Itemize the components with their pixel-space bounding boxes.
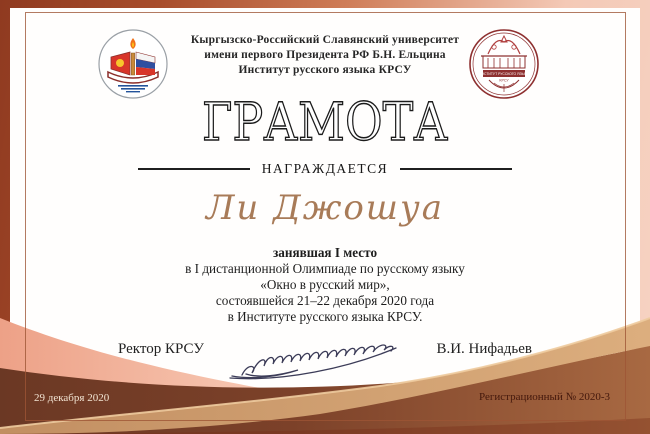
- olympiad-line: в I дистанционной Олимпиаде по русскому языку: [185, 261, 465, 276]
- award-description: [60, 245, 590, 325]
- institute-name: Институт русского языка КРСУ: [238, 64, 412, 76]
- recipient-name: Ли Джошуа: [205, 188, 445, 228]
- emblem-banner-subtext: КРСУ: [499, 78, 509, 83]
- date-range-line: состоявшейся 21–22 декабря 2020 года: [215, 293, 435, 308]
- award-label: НАГРАЖДАЕТСЯ: [261, 161, 389, 176]
- university-name-microtext: [118, 85, 148, 87]
- placement-line: занявшая I место: [272, 245, 378, 260]
- university-header: [90, 33, 560, 78]
- certificate-title: ГРАМОТА: [202, 93, 448, 153]
- university-name: Кыргызско-Российский Славянский университет: [190, 34, 460, 46]
- university-name-microtext: [121, 88, 145, 90]
- title-wrap: [0, 92, 650, 159]
- institute-line: в Институте русского языка КРСУ.: [227, 309, 423, 324]
- right-rule-line: [400, 168, 512, 170]
- signer-role: Ректор КРСУ: [118, 341, 204, 357]
- issue-date: 29 декабря 2020: [34, 392, 110, 404]
- university-name-line2: имени первого Президента РФ Б.Н. Ельцина: [204, 49, 446, 61]
- signer-name: В.И. Нифадьев: [436, 341, 532, 357]
- emblem-banner-text: ИНСТИТУТ РУССКОГО ЯЗЫКА: [479, 72, 529, 76]
- title-graphic: [115, 92, 535, 154]
- olympiad-title-line: «Окно в русский мир»,: [260, 277, 390, 292]
- award-row: [0, 161, 650, 177]
- rector-signature: [228, 332, 403, 380]
- registration-number: Регистрационный № 2020-3: [479, 391, 610, 403]
- left-rule-line: [138, 168, 250, 170]
